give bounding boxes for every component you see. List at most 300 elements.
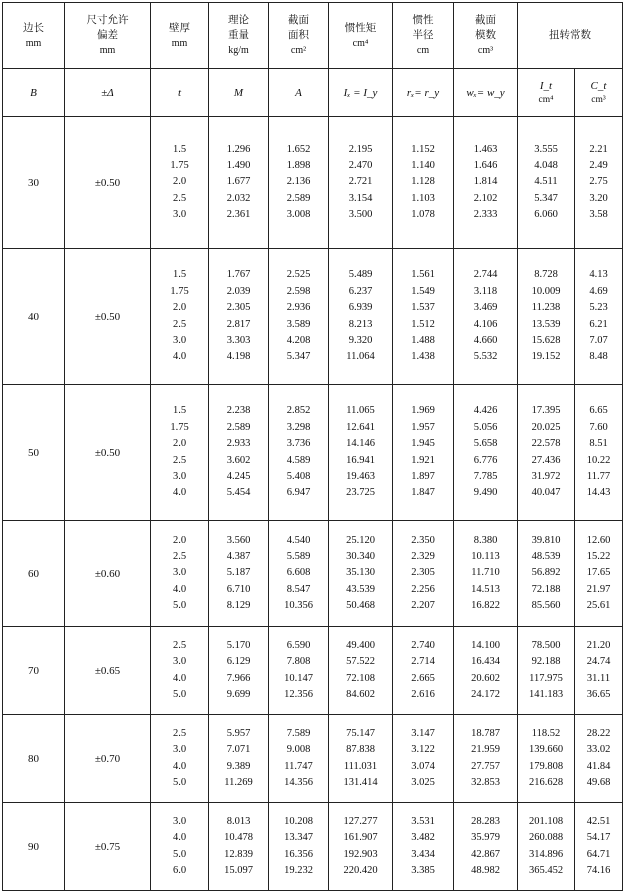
cell-t (151, 715, 209, 803)
cell-value: 3.147 (411, 727, 435, 739)
cell-value: 3.074 (411, 760, 435, 772)
cell-value: 1.677 (226, 176, 251, 188)
header-area-label-1: 截面 (288, 15, 309, 26)
cell-ct (575, 249, 623, 385)
cell-m (209, 249, 269, 385)
cell-i (329, 521, 393, 627)
cell-value: 3.118 (473, 285, 498, 297)
cell-value: 8.51 (589, 438, 608, 450)
cell-r (393, 715, 454, 803)
cell-value: 56.892 (531, 567, 561, 579)
symbol-ct (575, 69, 623, 117)
cell-t (151, 249, 209, 385)
cell-value: 6.21 (589, 318, 608, 330)
cell-value: 1.646 (473, 159, 498, 171)
cell-value: 1.128 (411, 176, 435, 188)
cell-i (329, 249, 393, 385)
header-area-label-2: 面积 (288, 30, 309, 41)
cell-side-length: 90 (3, 803, 65, 891)
cell-value: 1.767 (226, 269, 251, 281)
symbol-w: wₓ= w_y (454, 69, 518, 117)
cell-value: 42.867 (471, 848, 500, 860)
cell-value: 3.482 (411, 832, 435, 844)
header-radius (393, 3, 454, 69)
cell-value: 24.74 (586, 656, 611, 668)
header-tolerance-label-1: 尺寸允许 (86, 15, 129, 26)
cell-ct (575, 627, 623, 715)
cell-value: 4.0 (172, 672, 187, 684)
cell-value: 1.5 (172, 405, 187, 417)
cell-value: 4.69 (589, 285, 608, 297)
cell-value: 5.0 (172, 848, 187, 860)
table-row (3, 249, 623, 385)
header-modulus-unit: cm³ (477, 45, 494, 56)
cell-value: 2.589 (226, 421, 251, 433)
cell-value: 314.896 (528, 848, 564, 860)
cell-r (393, 117, 454, 249)
cell-value: 2.714 (411, 656, 435, 668)
cell-value: 3.0 (172, 656, 187, 668)
table-row (3, 521, 623, 627)
cell-value: 11.269 (224, 776, 253, 788)
cell-value: 2.49 (589, 159, 608, 171)
cell-value: 5.0 (172, 688, 187, 700)
cell-value: 1.898 (286, 159, 311, 171)
header-modulus-label-2: 模数 (475, 30, 496, 41)
cell-value: 17.65 (586, 567, 611, 579)
symbol-row (3, 69, 623, 117)
cell-value: 85.560 (531, 600, 561, 612)
cell-value: 1.75 (170, 159, 189, 171)
cell-value: 118.52 (531, 727, 561, 739)
cell-ct (575, 715, 623, 803)
cell-value: 117.975 (529, 672, 563, 684)
cell-value: 13.347 (284, 832, 313, 844)
symbol-i: Iₓ = I_y (329, 69, 393, 117)
cell-value: 6.947 (286, 487, 311, 499)
cell-value: 161.907 (343, 832, 378, 844)
cell-value: 20.602 (471, 672, 500, 684)
cell-value: 139.660 (528, 744, 564, 756)
cell-value: 31.11 (586, 672, 611, 684)
cell-tolerance: ±0.60 (65, 521, 151, 627)
cell-value: 9.320 (348, 334, 373, 346)
cell-a (269, 385, 329, 521)
cell-value: 1.969 (411, 405, 435, 417)
header-inertia-unit: cm⁴ (352, 37, 369, 49)
header-thickness (151, 3, 209, 69)
cell-value: 2.470 (348, 159, 373, 171)
cell-value: 25.61 (586, 600, 611, 612)
cell-value: 5.489 (348, 269, 373, 281)
cell-r (393, 803, 454, 891)
cell-value: 1.537 (411, 302, 435, 314)
cell-value: 192.903 (343, 848, 378, 860)
cell-value: 48.539 (531, 550, 561, 562)
cell-value: 2.350 (411, 534, 435, 546)
cell-value: 19.463 (346, 470, 375, 482)
header-modulus-label-1: 截面 (475, 15, 496, 26)
header-row (3, 3, 623, 69)
cell-value: 23.725 (346, 487, 375, 499)
cell-i (329, 803, 393, 891)
symbol-it-label: I_t (539, 79, 553, 92)
cell-value: 2.0 (172, 302, 187, 314)
cell-w (454, 385, 518, 521)
cell-value: 2.933 (226, 438, 251, 450)
cell-w (454, 803, 518, 891)
cell-value: 5.957 (226, 727, 251, 739)
cell-value: 21.20 (586, 639, 611, 651)
cell-w (454, 715, 518, 803)
section-properties-table (2, 2, 623, 891)
cell-value: 78.500 (531, 639, 561, 651)
header-inertia (329, 3, 393, 69)
cell-value: 19.232 (284, 864, 313, 876)
cell-value: 260.088 (528, 832, 564, 844)
cell-value: 2.0 (172, 176, 187, 188)
cell-value: 7.808 (286, 656, 311, 668)
cell-a (269, 521, 329, 627)
cell-value: 5.589 (286, 550, 311, 562)
cell-value: 4.048 (534, 159, 558, 171)
cell-value: 19.152 (531, 351, 561, 363)
cell-i (329, 627, 393, 715)
header-radius-unit: cm (416, 45, 430, 56)
cell-w (454, 249, 518, 385)
cell-value: 11.238 (531, 302, 561, 314)
cell-value: 8.129 (226, 600, 251, 612)
header-weight-unit: kg/m (228, 45, 249, 56)
header-weight (209, 3, 269, 69)
cell-value: 31.972 (531, 470, 561, 482)
cell-value: 2.936 (286, 302, 311, 314)
cell-value: 1.103 (411, 192, 435, 204)
cell-value: 365.452 (528, 864, 564, 876)
cell-value: 3.303 (226, 334, 251, 346)
cell-value: 7.966 (226, 672, 251, 684)
cell-value: 2.852 (286, 405, 311, 417)
header-tolerance-label-2: 偏差 (97, 30, 118, 41)
cell-value: 9.389 (226, 760, 251, 772)
cell-value: 2.361 (226, 209, 251, 221)
cell-value: 3.298 (286, 421, 311, 433)
cell-value: 2.238 (226, 405, 251, 417)
cell-value: 1.847 (411, 487, 435, 499)
cell-value: 5.658 (473, 438, 498, 450)
cell-value: 57.522 (346, 656, 375, 668)
cell-value: 8.380 (473, 534, 498, 546)
symbol-b: B (3, 69, 65, 117)
cell-value: 30.340 (346, 550, 375, 562)
cell-value: 64.71 (586, 848, 611, 860)
cell-value: 36.65 (586, 688, 611, 700)
cell-value: 4.106 (473, 318, 498, 330)
cell-value: 1.814 (473, 176, 498, 188)
cell-value: 2.195 (348, 143, 373, 155)
cell-value: 3.0 (172, 334, 187, 346)
cell-value: 2.039 (226, 285, 251, 297)
cell-value: 48.982 (471, 864, 500, 876)
header-area (269, 3, 329, 69)
cell-value: 12.641 (346, 421, 375, 433)
cell-a (269, 249, 329, 385)
cell-value: 9.490 (473, 487, 498, 499)
cell-value: 20.025 (531, 421, 561, 433)
cell-it (518, 715, 575, 803)
cell-value: 10.147 (284, 672, 313, 684)
cell-i (329, 715, 393, 803)
cell-w (454, 521, 518, 627)
symbol-ct-label: C_t (590, 79, 607, 92)
cell-r (393, 249, 454, 385)
cell-value: 127.277 (343, 815, 378, 827)
cell-value: 2.5 (172, 727, 187, 739)
header-side-length (3, 3, 65, 69)
cell-value: 1.549 (411, 285, 435, 297)
cell-value: 6.710 (226, 583, 251, 595)
cell-value: 201.108 (528, 815, 564, 827)
cell-value: 3.602 (226, 454, 251, 466)
cell-value: 5.23 (589, 302, 608, 314)
cell-value: 1.921 (411, 454, 435, 466)
cell-value: 1.897 (411, 470, 435, 482)
cell-it (518, 521, 575, 627)
cell-value: 35.979 (471, 832, 500, 844)
header-side-length-unit: mm (25, 37, 42, 49)
cell-value: 2.525 (286, 269, 311, 281)
cell-value: 3.589 (286, 318, 311, 330)
cell-value: 9.008 (286, 744, 311, 756)
cell-value: 4.660 (473, 334, 498, 346)
cell-value: 13.539 (531, 318, 561, 330)
cell-value: 2.305 (411, 567, 435, 579)
cell-m (209, 521, 269, 627)
cell-r (393, 385, 454, 521)
header-torsion: 扭转常数 (518, 3, 623, 69)
cell-value: 84.602 (346, 688, 375, 700)
cell-ct (575, 521, 623, 627)
cell-value: 1.296 (226, 143, 251, 155)
cell-value: 1.463 (473, 143, 498, 155)
cell-value: 4.387 (226, 550, 251, 562)
cell-value: 1.438 (411, 351, 435, 363)
table-row (3, 385, 623, 521)
cell-value: 2.598 (286, 285, 311, 297)
cell-value: 14.146 (346, 438, 375, 450)
cell-ct (575, 385, 623, 521)
cell-value: 4.0 (172, 351, 187, 363)
cell-side-length: 80 (3, 715, 65, 803)
cell-value: 24.172 (471, 688, 500, 700)
cell-value: 3.0 (172, 470, 187, 482)
cell-value: 7.785 (473, 470, 498, 482)
cell-value: 2.75 (589, 176, 608, 188)
cell-value: 2.333 (473, 209, 498, 221)
cell-value: 2.0 (172, 534, 187, 546)
cell-value: 10.009 (531, 285, 561, 297)
cell-value: 5.454 (226, 487, 251, 499)
cell-value: 4.0 (172, 487, 187, 499)
table-body (3, 117, 623, 891)
cell-value: 10.22 (586, 454, 611, 466)
cell-value: 2.817 (226, 318, 251, 330)
cell-value: 3.434 (411, 848, 435, 860)
cell-value: 1.078 (411, 209, 435, 221)
header-weight-label-2: 重量 (228, 30, 249, 41)
cell-value: 4.589 (286, 454, 311, 466)
cell-value: 12.60 (586, 534, 611, 546)
cell-value: 8.728 (534, 269, 558, 281)
cell-value: 2.5 (172, 550, 187, 562)
cell-value: 18.787 (471, 727, 500, 739)
cell-m (209, 803, 269, 891)
cell-i (329, 385, 393, 521)
cell-value: 2.102 (473, 192, 498, 204)
cell-value: 6.776 (473, 454, 498, 466)
cell-value: 3.531 (411, 815, 435, 827)
cell-value: 11.77 (586, 470, 611, 482)
cell-value: 10.356 (284, 600, 313, 612)
cell-value: 74.16 (586, 864, 611, 876)
cell-value: 15.22 (586, 550, 611, 562)
cell-value: 1.488 (411, 334, 435, 346)
cell-it (518, 117, 575, 249)
cell-value: 5.187 (226, 567, 251, 579)
cell-value: 1.5 (172, 143, 187, 155)
cell-value: 3.154 (348, 192, 373, 204)
symbol-tolerance: ±Δ (65, 69, 151, 117)
cell-value: 111.031 (343, 760, 378, 772)
cell-tolerance: ±0.50 (65, 249, 151, 385)
cell-value: 32.853 (471, 776, 500, 788)
cell-value: 12.839 (224, 848, 253, 860)
cell-value: 10.113 (471, 550, 500, 562)
cell-value: 43.539 (346, 583, 375, 595)
cell-value: 49.400 (346, 639, 375, 651)
cell-value: 33.02 (586, 744, 611, 756)
cell-value: 27.436 (531, 454, 561, 466)
cell-r (393, 521, 454, 627)
header-weight-label-1: 理论 (228, 15, 249, 26)
cell-value: 3.736 (286, 438, 311, 450)
cell-m (209, 385, 269, 521)
symbol-it (518, 69, 575, 117)
header-modulus (454, 3, 518, 69)
cell-value: 5.347 (286, 351, 311, 363)
cell-value: 50.468 (346, 600, 375, 612)
cell-value: 3.0 (172, 744, 187, 756)
cell-a (269, 627, 329, 715)
cell-value: 21.959 (471, 744, 500, 756)
cell-value: 4.426 (473, 405, 498, 417)
cell-value: 6.237 (348, 285, 373, 297)
cell-value: 2.740 (411, 639, 435, 651)
cell-t (151, 803, 209, 891)
cell-value: 4.0 (172, 832, 187, 844)
cell-value: 4.208 (286, 334, 311, 346)
cell-value: 42.51 (586, 815, 611, 827)
cell-value: 1.140 (411, 159, 435, 171)
cell-value: 3.122 (411, 744, 435, 756)
cell-t (151, 627, 209, 715)
cell-value: 131.414 (343, 776, 378, 788)
cell-value: 72.108 (346, 672, 375, 684)
cell-value: 216.628 (528, 776, 564, 788)
cell-value: 3.20 (589, 192, 608, 204)
cell-value: 1.5 (172, 269, 187, 281)
cell-value: 12.356 (284, 688, 313, 700)
cell-value: 11.064 (346, 351, 375, 363)
cell-value: 5.0 (172, 600, 187, 612)
cell-value: 7.589 (286, 727, 311, 739)
cell-value: 141.183 (528, 688, 564, 700)
cell-value: 16.822 (471, 600, 500, 612)
cell-value: 5.170 (226, 639, 251, 651)
cell-w (454, 627, 518, 715)
cell-value: 2.5 (172, 192, 187, 204)
cell-value: 3.560 (226, 534, 251, 546)
table-row (3, 117, 623, 249)
cell-value: 39.810 (531, 534, 561, 546)
cell-value: 5.056 (473, 421, 498, 433)
header-thickness-unit: mm (171, 37, 188, 49)
cell-value: 92.188 (531, 656, 561, 668)
cell-value: 6.608 (286, 567, 311, 579)
cell-value: 10.208 (284, 815, 313, 827)
cell-value: 16.941 (346, 454, 375, 466)
cell-tolerance: ±0.50 (65, 385, 151, 521)
symbol-it-unit: cm⁴ (538, 94, 554, 105)
cell-value: 2.032 (226, 192, 251, 204)
cell-value: 3.385 (411, 864, 435, 876)
header-radius-label-1: 惯性 (412, 15, 434, 26)
table-row (3, 715, 623, 803)
cell-value: 25.120 (346, 534, 375, 546)
cell-side-length: 70 (3, 627, 65, 715)
cell-value: 11.747 (284, 760, 313, 772)
cell-value: 2.616 (411, 688, 435, 700)
header-side-length-label: 边长 (23, 22, 44, 34)
table-row (3, 803, 623, 891)
cell-value: 2.721 (348, 176, 373, 188)
cell-value: 10.478 (224, 832, 253, 844)
cell-value: 3.0 (172, 567, 187, 579)
cell-value: 6.939 (348, 302, 373, 314)
cell-value: 5.408 (286, 470, 311, 482)
cell-value: 2.5 (172, 318, 187, 330)
cell-value: 8.48 (589, 351, 608, 363)
cell-value: 1.75 (170, 421, 189, 433)
cell-value: 6.65 (589, 405, 608, 417)
cell-value: 3.025 (411, 776, 435, 788)
cell-a (269, 117, 329, 249)
cell-value: 220.420 (343, 864, 378, 876)
cell-value: 1.561 (411, 269, 435, 281)
cell-value: 6.0 (172, 864, 187, 876)
cell-ct (575, 803, 623, 891)
cell-value: 14.356 (284, 776, 313, 788)
cell-value: 3.58 (589, 209, 608, 221)
cell-value: 2.589 (286, 192, 311, 204)
header-radius-label-2: 半径 (412, 30, 434, 41)
cell-value: 4.511 (534, 176, 558, 188)
cell-value: 22.578 (531, 438, 561, 450)
cell-value: 17.395 (531, 405, 561, 417)
cell-value: 2.305 (226, 302, 251, 314)
cell-value: 7.071 (226, 744, 251, 756)
cell-value: 15.097 (224, 864, 253, 876)
